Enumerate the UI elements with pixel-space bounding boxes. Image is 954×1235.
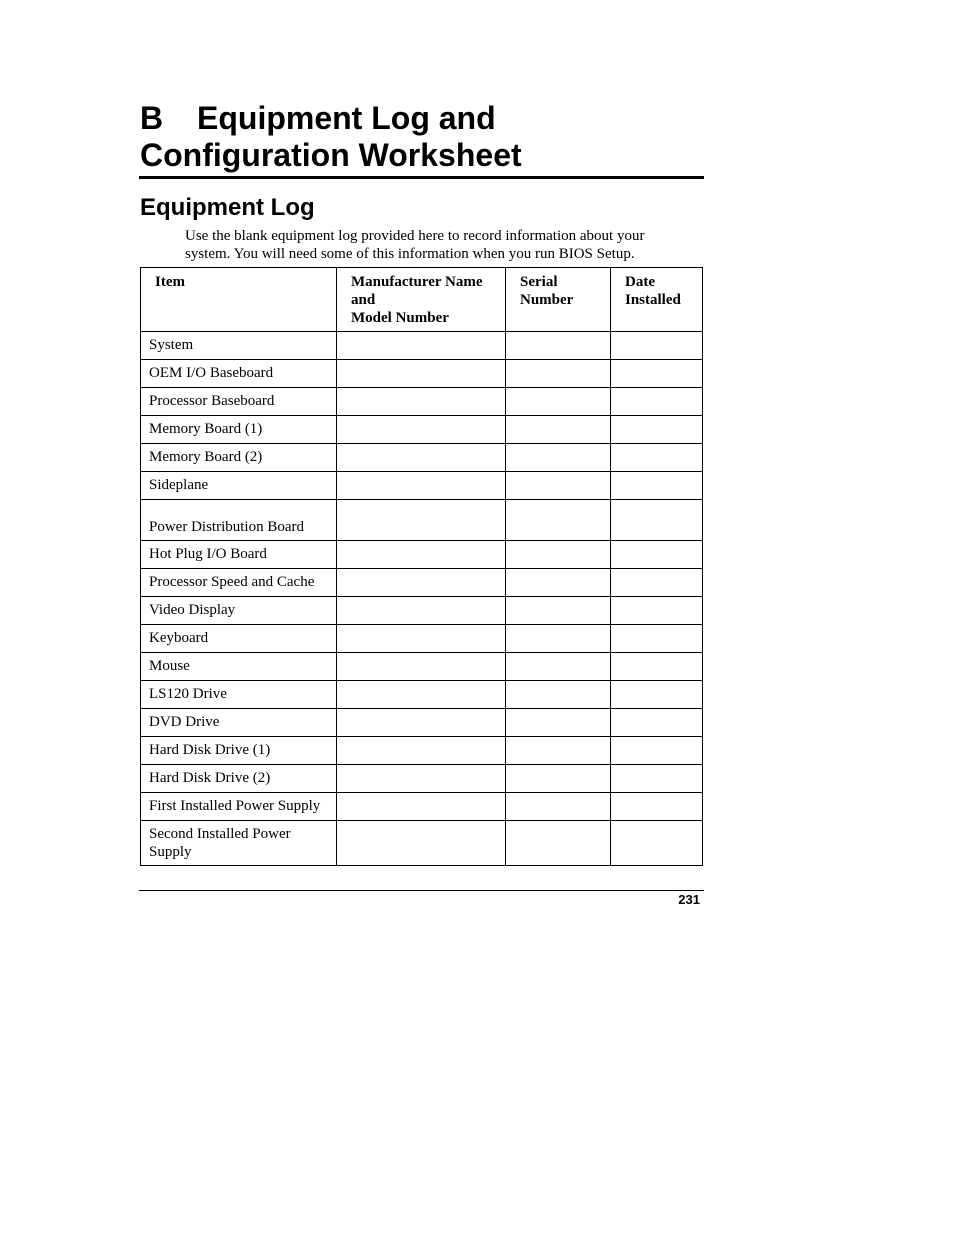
date-cell[interactable] bbox=[611, 388, 703, 416]
table-row bbox=[141, 821, 703, 866]
serial-cell[interactable] bbox=[506, 500, 611, 541]
table-row bbox=[141, 500, 703, 541]
date-cell[interactable] bbox=[611, 569, 703, 597]
header-manufacturer: Manufacturer Name and Model Number bbox=[337, 268, 506, 332]
item-cell: Mouse bbox=[141, 653, 337, 681]
manufacturer-cell[interactable] bbox=[337, 765, 506, 793]
table-row bbox=[141, 653, 703, 681]
section-heading: Equipment Log bbox=[140, 194, 315, 221]
table-body bbox=[141, 332, 703, 866]
manufacturer-cell[interactable] bbox=[337, 681, 506, 709]
page-number: 231 bbox=[678, 892, 700, 907]
serial-cell[interactable] bbox=[506, 653, 611, 681]
serial-cell[interactable] bbox=[506, 709, 611, 737]
header-date: Date Installed bbox=[611, 268, 703, 332]
manufacturer-cell[interactable] bbox=[337, 653, 506, 681]
manufacturer-cell[interactable] bbox=[337, 737, 506, 765]
item-cell: Hard Disk Drive (2) bbox=[141, 765, 337, 793]
manufacturer-cell[interactable] bbox=[337, 793, 506, 821]
item-cell: Hard Disk Drive (1) bbox=[141, 737, 337, 765]
table-row bbox=[141, 597, 703, 625]
date-cell[interactable] bbox=[611, 681, 703, 709]
page-title bbox=[140, 100, 710, 174]
manufacturer-cell[interactable] bbox=[337, 597, 506, 625]
table-row bbox=[141, 416, 703, 444]
date-cell[interactable] bbox=[611, 821, 703, 866]
item-cell: DVD Drive bbox=[141, 709, 337, 737]
chapter-letter: B bbox=[140, 100, 164, 136]
manufacturer-cell[interactable] bbox=[337, 821, 506, 866]
manufacturer-cell[interactable] bbox=[337, 625, 506, 653]
manufacturer-cell[interactable] bbox=[337, 416, 506, 444]
table-row bbox=[141, 360, 703, 388]
serial-cell[interactable] bbox=[506, 821, 611, 866]
serial-cell[interactable] bbox=[506, 569, 611, 597]
table-row bbox=[141, 388, 703, 416]
item-cell: System bbox=[141, 332, 337, 360]
table-row bbox=[141, 472, 703, 500]
chapter-title: Equipment Log and Configuration Worksheet bbox=[140, 100, 522, 173]
date-cell[interactable] bbox=[611, 472, 703, 500]
serial-cell[interactable] bbox=[506, 388, 611, 416]
table-row bbox=[141, 737, 703, 765]
item-cell: Second Installed Power Supply bbox=[141, 821, 337, 866]
item-cell: Keyboard bbox=[141, 625, 337, 653]
date-cell[interactable] bbox=[611, 332, 703, 360]
serial-cell[interactable] bbox=[506, 793, 611, 821]
title-rule bbox=[139, 176, 704, 179]
date-cell[interactable] bbox=[611, 653, 703, 681]
serial-cell[interactable] bbox=[506, 541, 611, 569]
date-cell[interactable] bbox=[611, 444, 703, 472]
date-cell[interactable] bbox=[611, 597, 703, 625]
manufacturer-cell[interactable] bbox=[337, 444, 506, 472]
table-row bbox=[141, 569, 703, 597]
item-cell: Processor Baseboard bbox=[141, 388, 337, 416]
date-cell[interactable] bbox=[611, 737, 703, 765]
serial-cell[interactable] bbox=[506, 360, 611, 388]
date-cell[interactable] bbox=[611, 709, 703, 737]
table-row bbox=[141, 444, 703, 472]
serial-cell[interactable] bbox=[506, 737, 611, 765]
table-row bbox=[141, 709, 703, 737]
table-row bbox=[141, 793, 703, 821]
serial-cell[interactable] bbox=[506, 416, 611, 444]
item-cell: Power Distribution Board bbox=[141, 500, 337, 541]
manufacturer-cell[interactable] bbox=[337, 388, 506, 416]
manufacturer-cell[interactable] bbox=[337, 569, 506, 597]
equipment-log-table bbox=[140, 267, 703, 866]
serial-cell[interactable] bbox=[506, 472, 611, 500]
serial-cell[interactable] bbox=[506, 332, 611, 360]
item-cell: LS120 Drive bbox=[141, 681, 337, 709]
manufacturer-cell[interactable] bbox=[337, 709, 506, 737]
header-serial: Serial Number bbox=[506, 268, 611, 332]
table-row bbox=[141, 541, 703, 569]
table-row bbox=[141, 332, 703, 360]
footer-rule bbox=[139, 890, 704, 891]
serial-cell[interactable] bbox=[506, 444, 611, 472]
date-cell[interactable] bbox=[611, 541, 703, 569]
item-cell: First Installed Power Supply bbox=[141, 793, 337, 821]
item-cell: Processor Speed and Cache bbox=[141, 569, 337, 597]
item-cell: Memory Board (2) bbox=[141, 444, 337, 472]
item-cell: Hot Plug I/O Board bbox=[141, 541, 337, 569]
manufacturer-cell[interactable] bbox=[337, 360, 506, 388]
item-cell: Video Display bbox=[141, 597, 337, 625]
serial-cell[interactable] bbox=[506, 597, 611, 625]
table-row bbox=[141, 765, 703, 793]
date-cell[interactable] bbox=[611, 500, 703, 541]
date-cell[interactable] bbox=[611, 416, 703, 444]
date-cell[interactable] bbox=[611, 793, 703, 821]
manufacturer-cell[interactable] bbox=[337, 500, 506, 541]
serial-cell[interactable] bbox=[506, 765, 611, 793]
header-item: Item bbox=[141, 268, 337, 332]
table-row bbox=[141, 625, 703, 653]
date-cell[interactable] bbox=[611, 765, 703, 793]
intro-paragraph: Use the blank equipment log provided here to record information about your system. You will need some of this information when you run BIOS Setup. bbox=[185, 228, 645, 262]
table-header-row bbox=[141, 268, 703, 332]
manufacturer-cell[interactable] bbox=[337, 472, 506, 500]
item-cell: OEM I/O Baseboard bbox=[141, 360, 337, 388]
serial-cell[interactable] bbox=[506, 625, 611, 653]
date-cell[interactable] bbox=[611, 360, 703, 388]
manufacturer-cell[interactable] bbox=[337, 541, 506, 569]
serial-cell[interactable] bbox=[506, 681, 611, 709]
item-cell: Memory Board (1) bbox=[141, 416, 337, 444]
date-cell[interactable] bbox=[611, 625, 703, 653]
item-cell: Sideplane bbox=[141, 472, 337, 500]
table-row bbox=[141, 681, 703, 709]
manufacturer-cell[interactable] bbox=[337, 332, 506, 360]
